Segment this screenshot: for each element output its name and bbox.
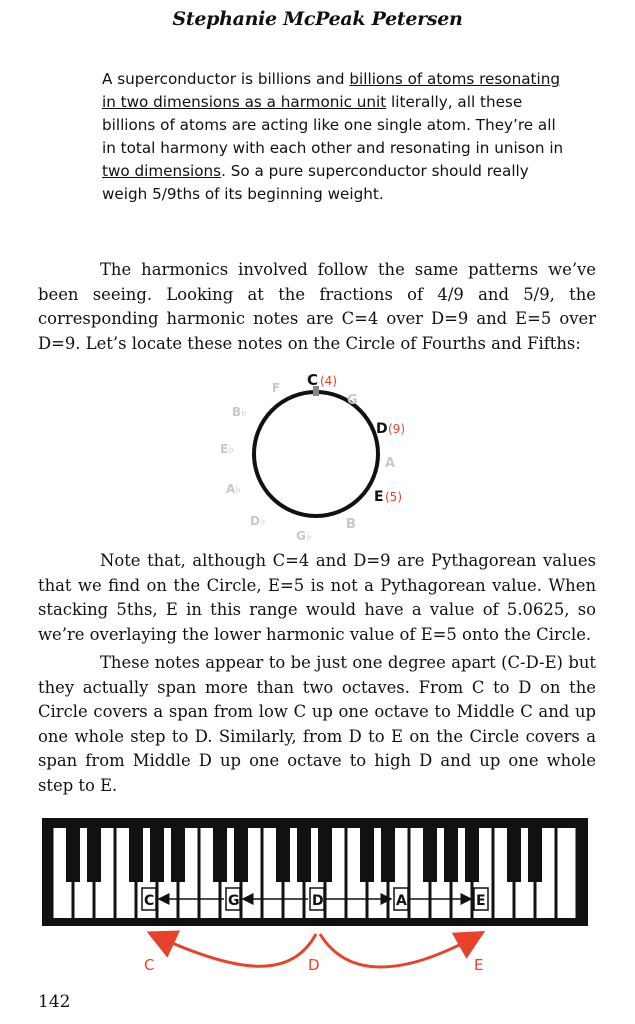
black-keys [66, 828, 542, 882]
page-number: 142 [38, 992, 71, 1012]
note-e: E [374, 489, 384, 505]
arc-label-c: C [144, 956, 155, 974]
note-a: A [385, 456, 396, 471]
piano-keyboard-figure [42, 818, 588, 986]
black-key [150, 828, 164, 882]
arc-d-to-c [152, 934, 316, 966]
note-d-flat: D♭ [250, 514, 266, 528]
black-key [465, 828, 479, 882]
black-key [423, 828, 437, 882]
paragraph-harmonics: The harmonics involved follow the same patterns we’ve been seeing. Looking at the fractions of 4/9 and 5/9, the corresponding harmonic notes are C=4 over D=9 and E=5 over D=9. Let’s locate these notes on the Circle of Fourths and Fifths: [38, 260, 596, 353]
quote-underlined-2: two dimensions [102, 162, 222, 180]
note-c: C [307, 371, 319, 389]
circle-ring [254, 392, 378, 516]
black-key [129, 828, 143, 882]
black-key [528, 828, 542, 882]
black-key [444, 828, 458, 882]
white-key [558, 828, 576, 918]
black-key [507, 828, 521, 882]
paragraph-octaves: These notes appear to be just one degree apart (C-D-E) but they actually span more than two octaves. From C to D on the Circle covers a span from low C up one octave to Middle C and up one whole step to D. Similarly, from D to E on the Circle covers a span from Middle D up one octave to high D and up one whole step to E. [38, 653, 596, 795]
block-quote [102, 68, 572, 206]
key-label-a: A [396, 893, 407, 909]
paragraph-pythagorean: Note that, although C=4 and D=9 are Pythagorean values that we find on the Circle, E=5 is not a Pythagorean value. When stacking 5ths, E in this range would have a value of 5.0625, so we’re overlaying the lower harmonic value of E=5 onto the Circle. [38, 551, 596, 644]
note-a-flat: A♭ [226, 482, 241, 496]
black-key [234, 828, 248, 882]
key-label-e: E [476, 893, 486, 909]
arc-label-d: D [308, 956, 320, 974]
arc-d-to-e [320, 934, 480, 967]
note-g: G [347, 393, 358, 408]
key-label-c: C [144, 893, 155, 909]
black-key [213, 828, 227, 882]
quote-text-3: . So a pure superconductor should really weigh 5/9ths of its beginning weight. [102, 162, 529, 203]
quote-text-2: literally, all these billions of atoms are acting like one single atom. They’re all in total harmony with each other and resonating in unison in [102, 93, 564, 157]
note-d: D [376, 421, 388, 437]
note-b-flat: B♭ [232, 405, 247, 419]
note-b: B [346, 517, 356, 532]
black-key [297, 828, 311, 882]
black-key [87, 828, 101, 882]
note-f: F [272, 381, 281, 395]
key-label-g: G [228, 893, 240, 909]
note-g-flat: G♭ [296, 529, 312, 540]
black-key [276, 828, 290, 882]
arc-label-e: E [474, 956, 484, 974]
black-key [171, 828, 185, 882]
quote-text-1: A superconductor is billions and [102, 70, 350, 88]
note-e-value: (5) [385, 490, 402, 504]
black-key [360, 828, 374, 882]
black-key [381, 828, 395, 882]
black-key [66, 828, 80, 882]
quote-underlined-1: billions of atoms resonating in two dimensions as a harmonic unit [102, 70, 560, 111]
note-d-value: (9) [388, 422, 405, 436]
black-key [318, 828, 332, 882]
key-label-d: D [312, 893, 324, 909]
circle-of-fifths-figure [210, 368, 430, 540]
note-e-flat: E♭ [220, 442, 234, 456]
note-c-value: (4) [320, 374, 337, 388]
running-header: Stephanie McPeak Petersen [172, 8, 463, 30]
